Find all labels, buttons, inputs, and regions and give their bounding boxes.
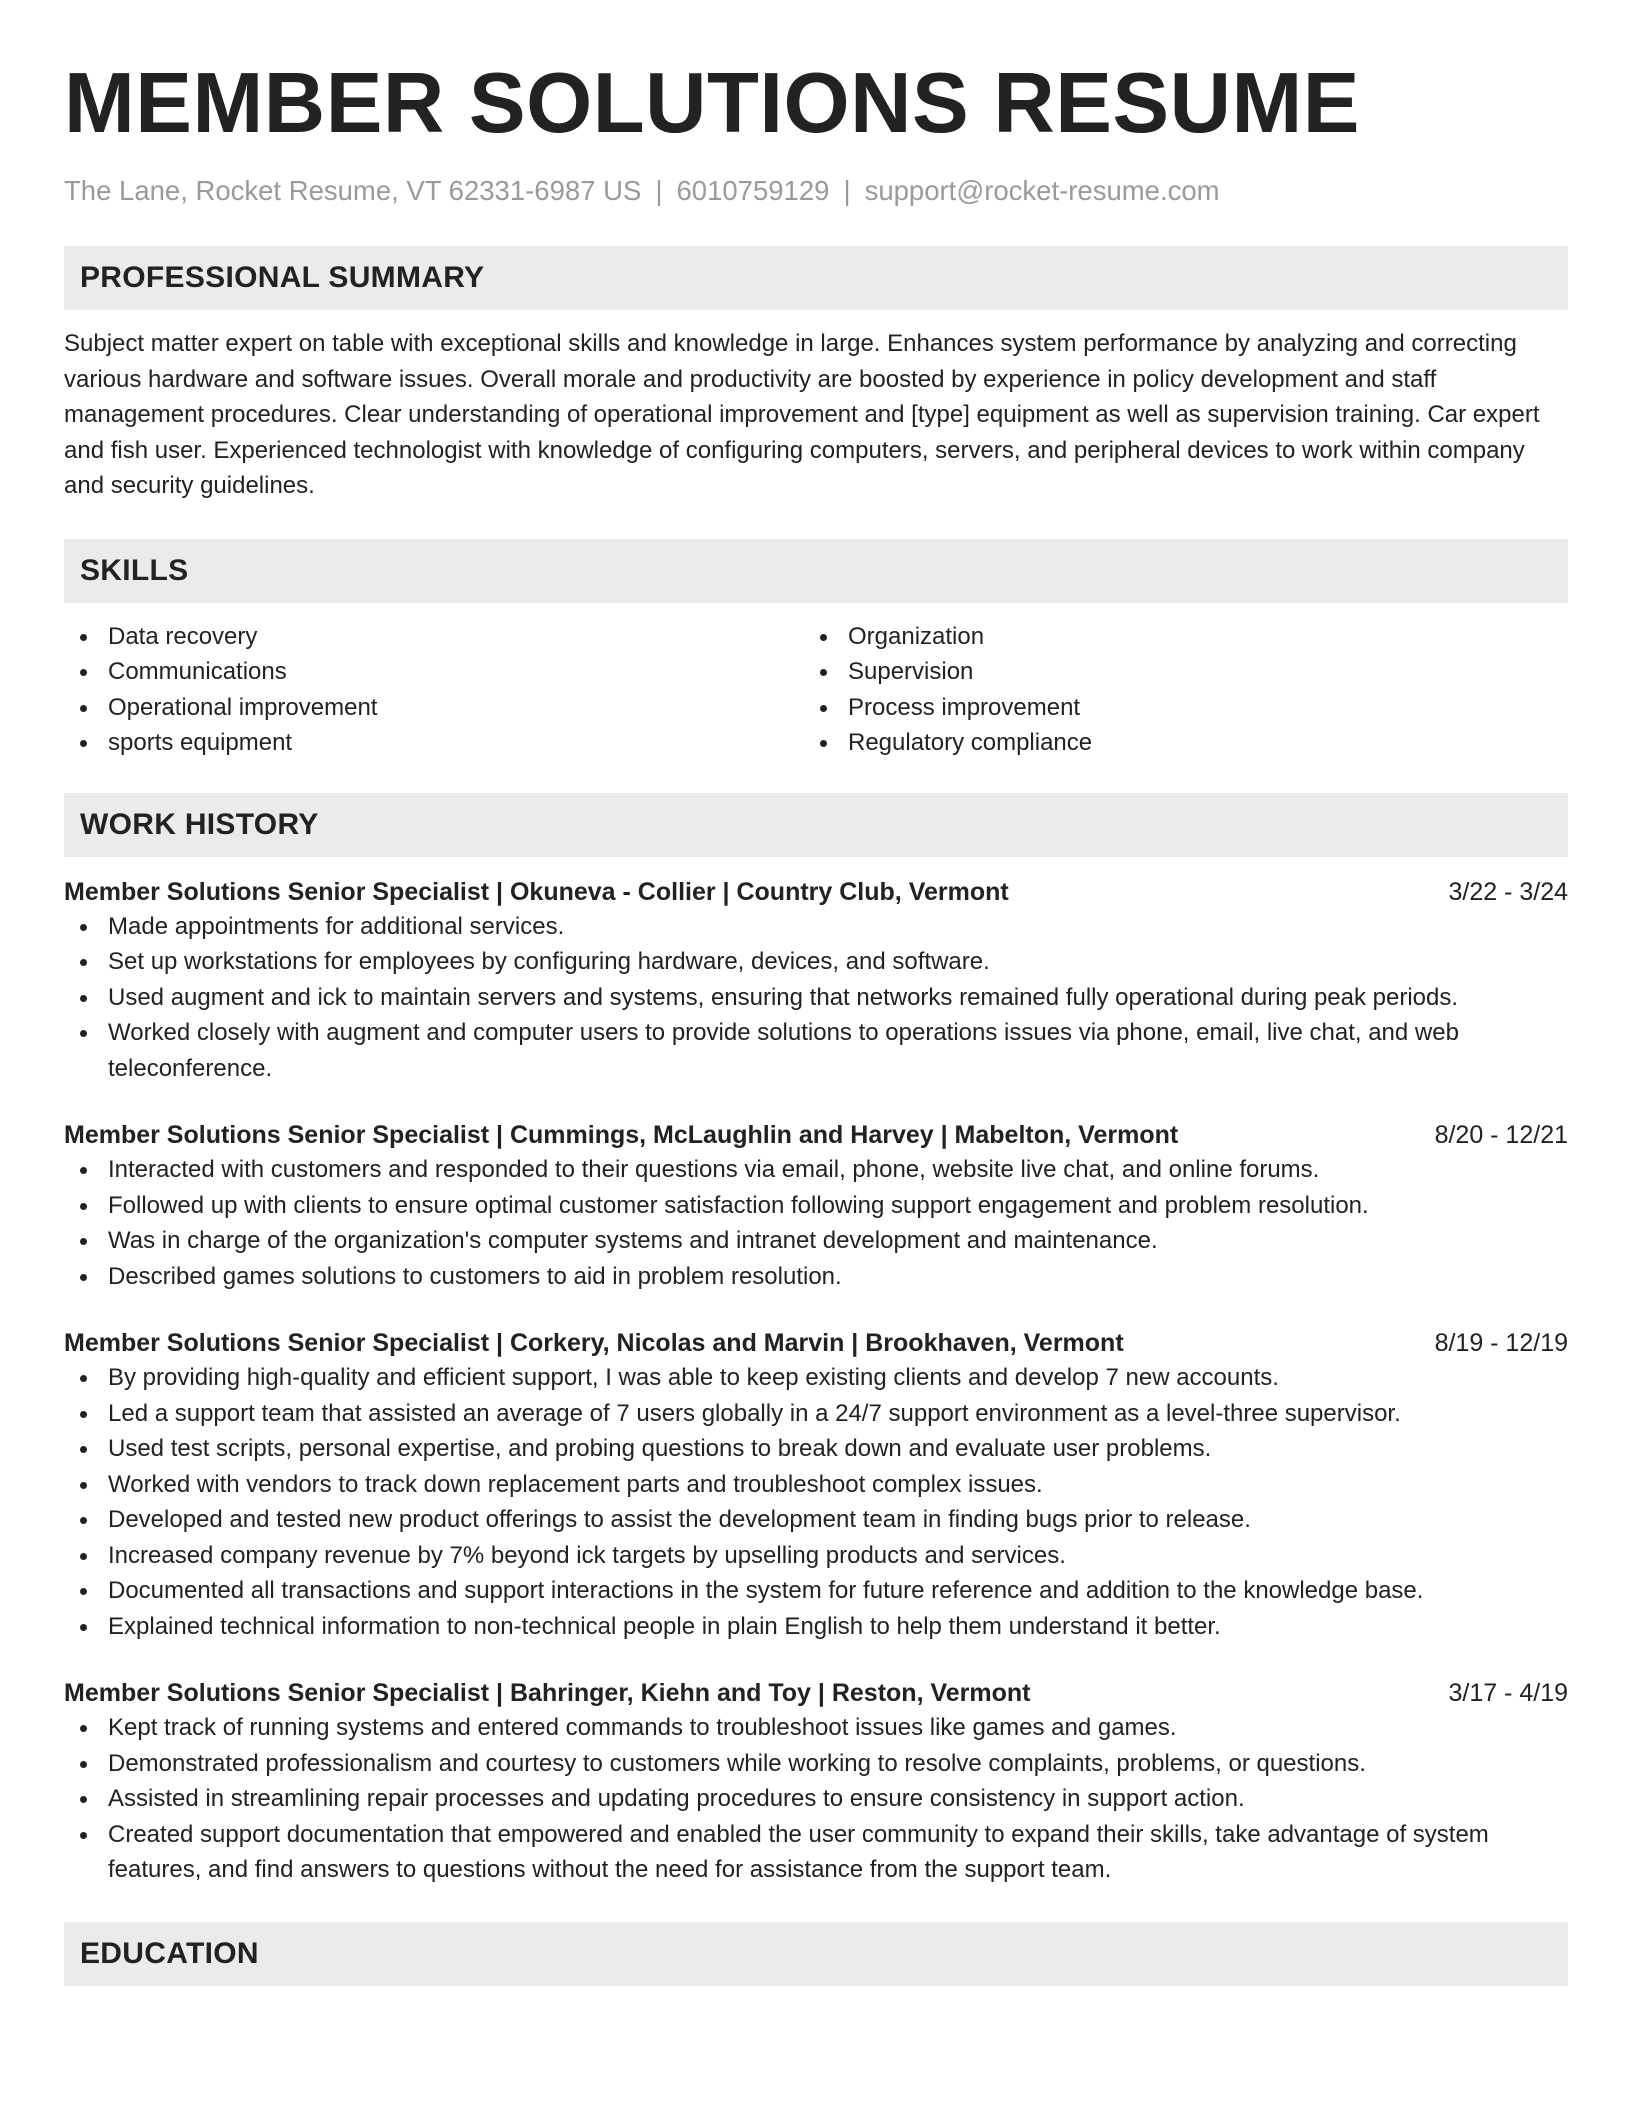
skills-list <box>64 619 1568 761</box>
skill-item: Communications <box>64 654 804 690</box>
job-dates: 3/17 - 4/19 <box>1448 1679 1568 1707</box>
job-bullet-list <box>64 1710 1568 1888</box>
job-bullet: Set up workstations for employees by configuring hardware, devices, and software. <box>64 944 1568 980</box>
job-header <box>64 1118 1568 1152</box>
job-entry <box>64 1676 1568 1888</box>
job-header <box>64 875 1568 909</box>
skill-item: Operational improvement <box>64 690 804 726</box>
skill-item: Regulatory compliance <box>804 725 1544 761</box>
job-bullet-list <box>64 909 1568 1087</box>
section-heading-work-history: WORK HISTORY <box>64 793 1568 857</box>
job-dates: 8/19 - 12/19 <box>1434 1329 1568 1357</box>
contact-email: support@rocket-resume.com <box>864 175 1220 206</box>
resume-name: MEMBER SOLUTIONS RESUME <box>64 56 1361 151</box>
job-bullet: Was in charge of the organization's computer systems and intranet development and maintenance. <box>64 1223 1568 1259</box>
job-bullet: Kept track of running systems and entered commands to troubleshoot issues like games and games. <box>64 1710 1568 1746</box>
job-bullet: Used test scripts, personal expertise, and probing questions to break down and evaluate user problems. <box>64 1431 1568 1467</box>
job-title: Member Solutions Senior Specialist | Okuneva - Collier | Country Club, Vermont <box>64 877 1009 906</box>
skill-item: Supervision <box>804 654 1544 690</box>
job-bullet: Explained technical information to non-technical people in plain English to help them understand it better. <box>64 1609 1568 1645</box>
job-bullet: Increased company revenue by 7% beyond ick targets by upselling products and services. <box>64 1538 1568 1574</box>
contact-line <box>64 174 1568 208</box>
skill-item: Data recovery <box>64 619 804 655</box>
skill-item: Process improvement <box>804 690 1544 726</box>
job-bullet: Followed up with clients to ensure optimal customer satisfaction following support engagement and problem resolution. <box>64 1188 1568 1224</box>
section-heading-skills: SKILLS <box>64 539 1568 603</box>
contact-address: The Lane, Rocket Resume, VT 62331-6987 US <box>64 175 642 206</box>
skill-item: Organization <box>804 619 1544 655</box>
skills-column-right <box>804 619 1544 761</box>
job-bullet: By providing high-quality and efficient support, I was able to keep existing clients and develop 7 new accounts. <box>64 1360 1568 1396</box>
job-bullet: Assisted in streamlining repair processes and updating procedures to ensure consistency in support action. <box>64 1781 1568 1817</box>
skills-column-left <box>64 619 804 761</box>
job-bullet: Made appointments for additional services. <box>64 909 1568 945</box>
contact-separator: | <box>655 175 663 206</box>
job-title: Member Solutions Senior Specialist | Corkery, Nicolas and Marvin | Brookhaven, Vermont <box>64 1329 1124 1357</box>
job-bullet: Developed and tested new product offerings to assist the development team in finding bugs prior to release. <box>64 1502 1568 1538</box>
job-bullet: Worked with vendors to track down replacement parts and troubleshoot complex issues. <box>64 1467 1568 1503</box>
contact-phone: 6010759129 <box>676 175 830 206</box>
summary-text: Subject matter expert on table with exceptional skills and knowledge in large. Enhances system performance by analyzing and correcting various hardware and software issues. Overall morale and productivity are boosted by experience in policy development and staff management procedures. Clear understanding of operational improvement and [type] equipment as well as supervision training. Car expert and fish user. Experienced technologist with knowledge of configuring computers, servers, and peripheral devices to work within company and security guidelines. <box>64 330 1540 499</box>
job-entry <box>64 1326 1568 1644</box>
job-bullet-list <box>64 1152 1568 1294</box>
contact-separator: | <box>843 175 851 206</box>
job-bullet: Demonstrated professionalism and courtesy to customers while working to resolve complaints, problems, or questions. <box>64 1746 1568 1782</box>
job-header <box>64 1326 1568 1360</box>
job-dates: 3/22 - 3/24 <box>1448 877 1568 906</box>
section-heading-education: EDUCATION <box>64 1922 1568 1986</box>
job-bullet: Documented all transactions and support interactions in the system for future reference and addition to the knowledge base. <box>64 1573 1568 1609</box>
job-bullet: Interacted with customers and responded to their questions via email, phone, website live chat, and online forums. <box>64 1152 1568 1188</box>
job-bullet: Used augment and ick to maintain servers and systems, ensuring that networks remained fully operational during peak periods. <box>64 980 1568 1016</box>
section-heading-summary: PROFESSIONAL SUMMARY <box>64 246 1568 310</box>
job-bullet: Worked closely with augment and computer users to provide solutions to operations issues via phone, email, live chat, and web teleconference. <box>64 1015 1568 1086</box>
job-bullet: Created support documentation that empowered and enabled the user community to expand their skills, take advantage of system features, and find answers to questions without the need for assistance from the support team. <box>64 1817 1568 1888</box>
job-title: Member Solutions Senior Specialist | Cummings, McLaughlin and Harvey | Mabelton, Vermont <box>64 1121 1179 1149</box>
job-bullet: Described games solutions to customers to aid in problem resolution. <box>64 1259 1568 1295</box>
skill-item: sports equipment <box>64 725 804 761</box>
job-bullet: Led a support team that assisted an average of 7 users globally in a 24/7 support environment as a level-three supervisor. <box>64 1396 1568 1432</box>
job-header <box>64 1676 1568 1710</box>
job-dates: 8/20 - 12/21 <box>1434 1121 1568 1149</box>
job-entry <box>64 1118 1568 1294</box>
job-title: Member Solutions Senior Specialist | Bahringer, Kiehn and Toy | Reston, Vermont <box>64 1679 1031 1707</box>
job-entry <box>64 875 1568 1087</box>
job-bullet-list <box>64 1360 1568 1644</box>
